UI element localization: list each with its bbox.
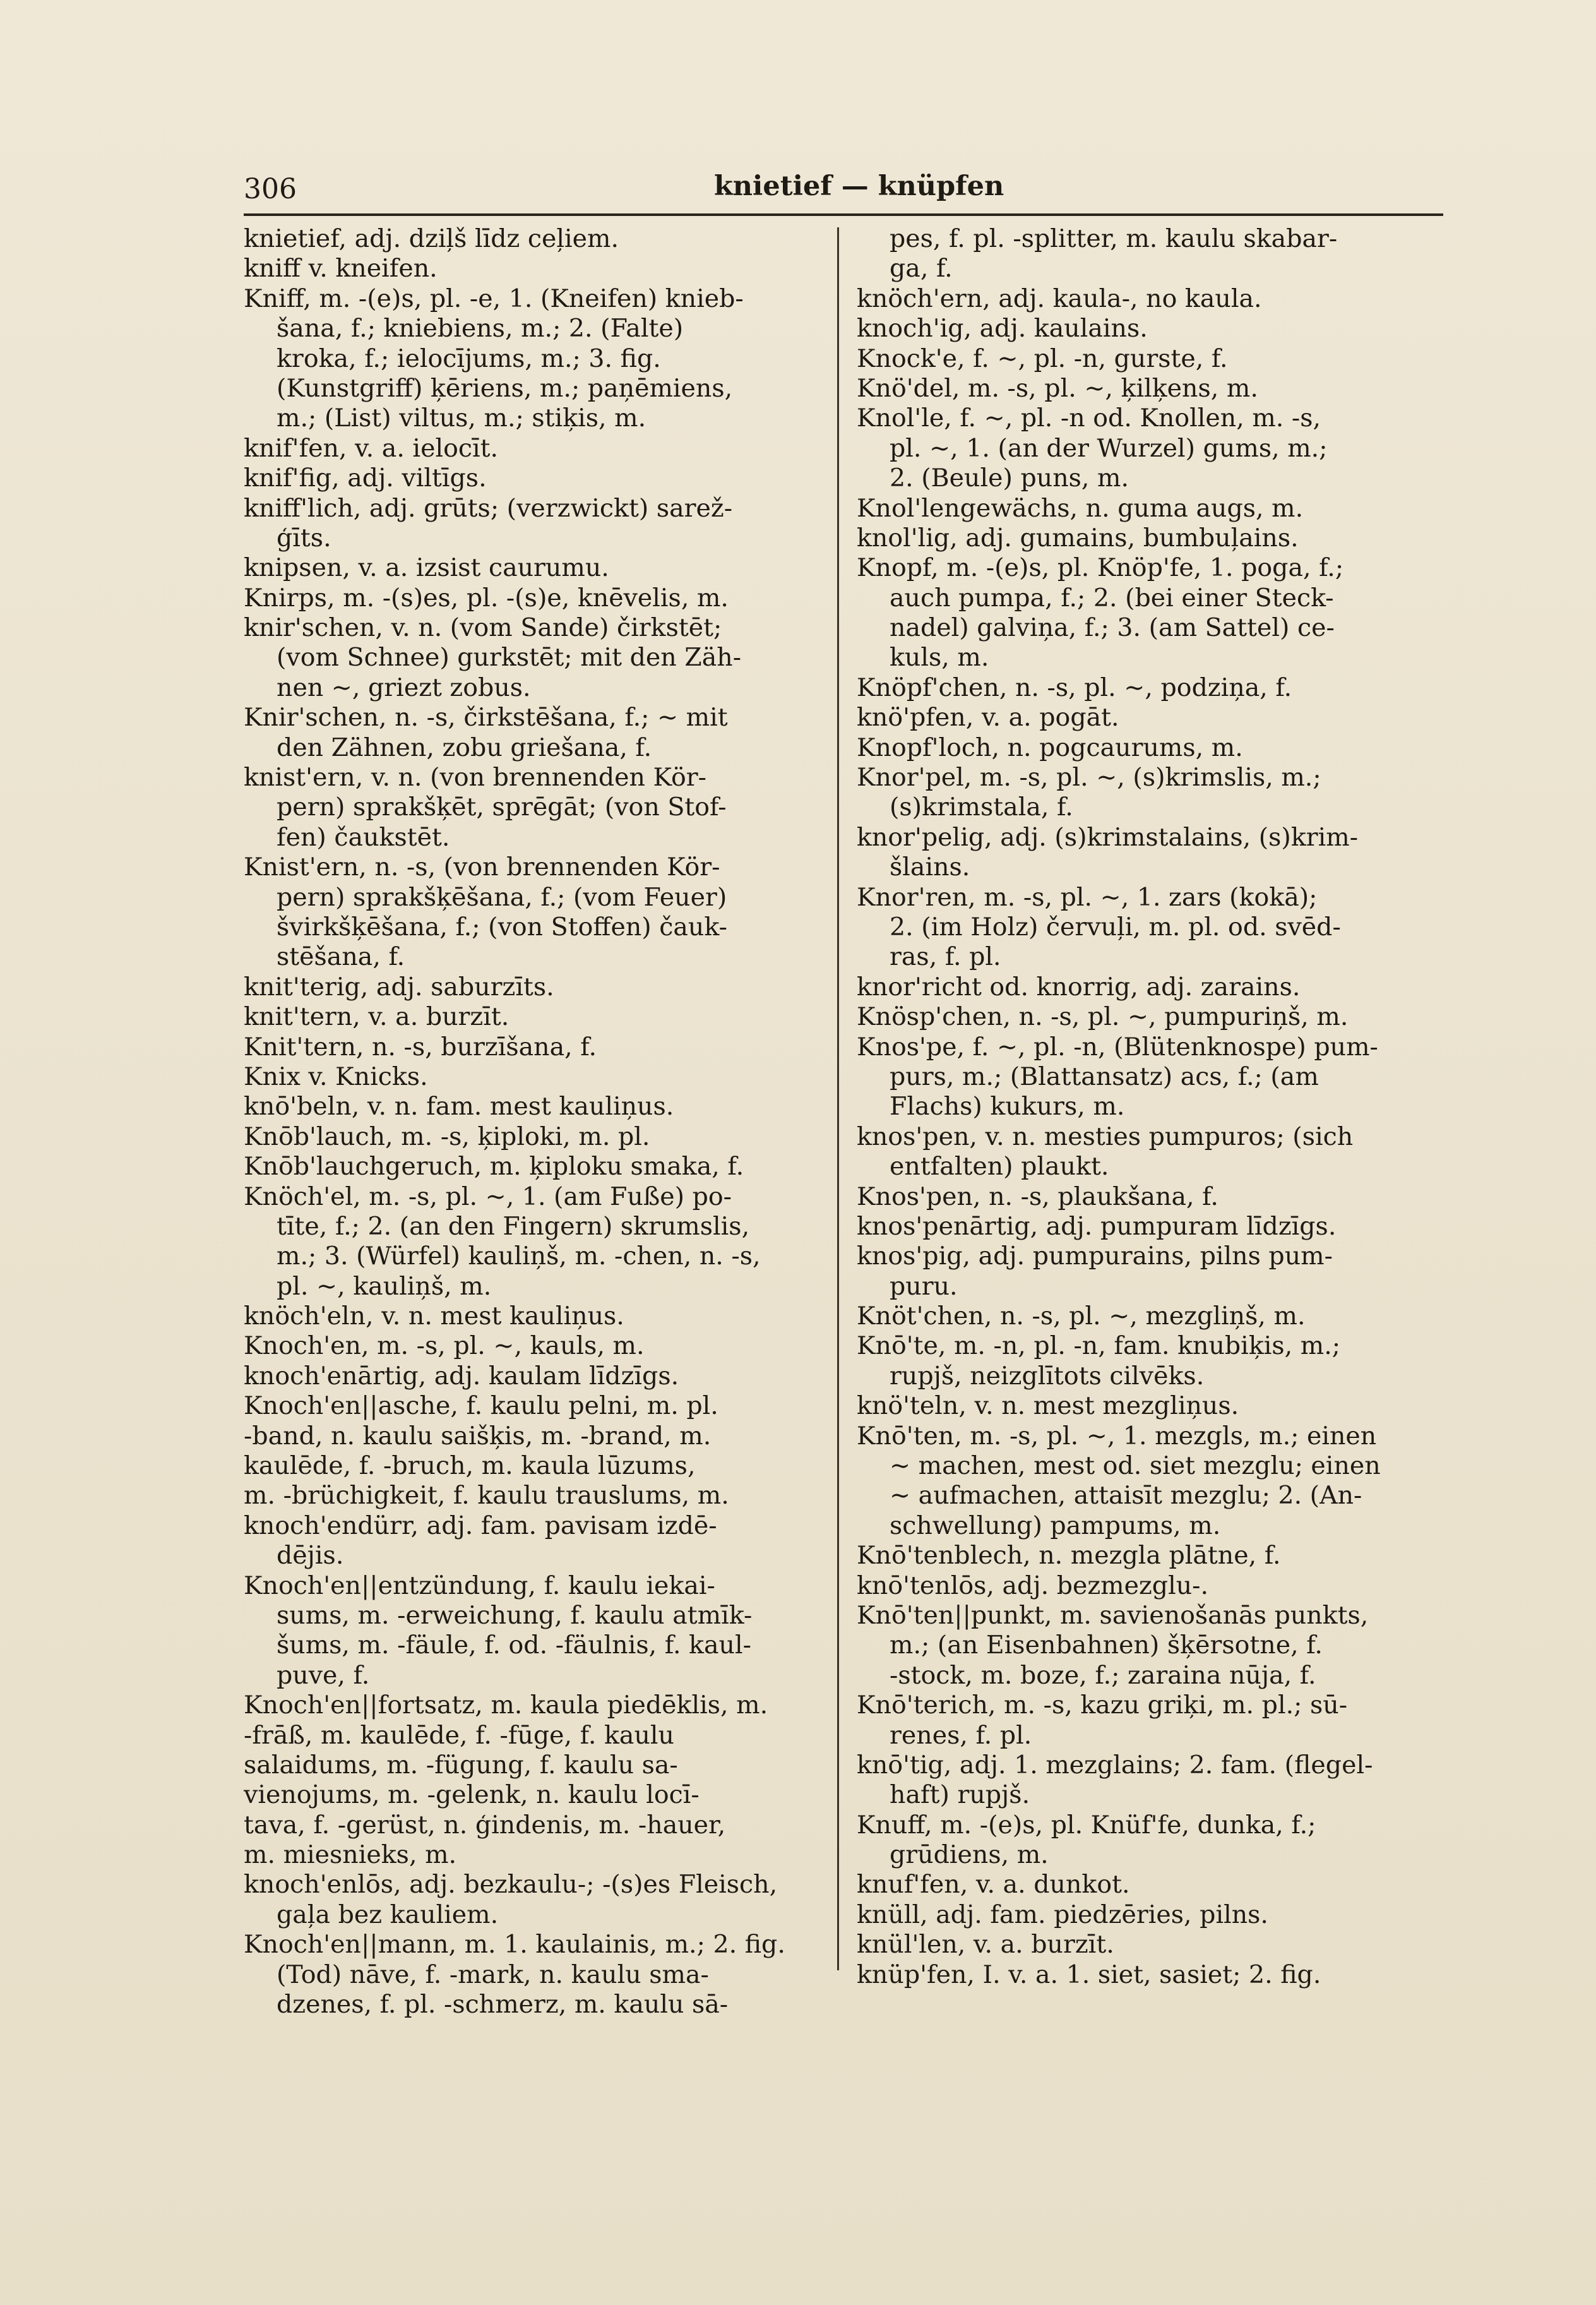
entry-line: knist'ern, v. n. (von brennenden Kör-: [244, 763, 706, 793]
entry-line: gaļa bez kauliem.: [277, 1900, 499, 1929]
entry-line: grūdiens, m.: [890, 1840, 1049, 1870]
entry-line: Flachs) kukurs, m.: [890, 1092, 1125, 1122]
entry-line: schwellung) pampums, m.: [890, 1511, 1221, 1540]
entry-line: -stock, m. boze, f.; zaraina nūja, f.: [890, 1660, 1316, 1690]
entry-line: knöch'eln, v. n. mest kauliņus.: [244, 1302, 624, 1331]
entry-line: (Tod) nāve, f. -mark, n. kaulu sma-: [277, 1960, 709, 1989]
entry-line: Knol'le, f. ~, pl. -n od. Knollen, m. -s,: [857, 404, 1321, 433]
entry-line: knöch'ern, adj. kaula-, no kaula.: [857, 284, 1262, 313]
entry-line: švirkšķēšana, f.; (von Stoffen) čauk-: [277, 912, 727, 942]
entry-line: pern) sprakšķēšana, f.; (vom Feuer): [277, 882, 727, 912]
entry-line: m.; (an Eisenbahnen) šķērsotne, f.: [890, 1631, 1323, 1660]
entry-line: rupjš, neizglītots cilvēks.: [890, 1361, 1205, 1391]
entry-line: salaidums, m. -fügung, f. kaulu sa-: [244, 1750, 678, 1780]
entry-line: Knos'pe, f. ~, pl. -n, (Blütenknospe) pum-: [857, 1032, 1378, 1062]
entry-line: šlains.: [890, 853, 970, 882]
entry-line: knō'beln, v. n. fam. mest kauliņus.: [244, 1092, 674, 1122]
entry-line: pl. ~, 1. (an der Wurzel) gums, m.;: [890, 433, 1328, 463]
entry-line: kroka, f.; ielocījums, m.; 3. fig.: [277, 344, 661, 373]
entry-line: knor'richt od. knorrig, adj. zarains.: [857, 972, 1301, 1002]
left-column: [244, 224, 837, 2020]
entry-line: dējis.: [277, 1541, 344, 1571]
page-header: [244, 165, 1443, 216]
entry-line: šana, f.; kniebiens, m.; 2. (Falte): [277, 314, 684, 344]
entry-line: knos'penārtig, adj. pumpuram līdzīgs.: [857, 1211, 1337, 1241]
entry-line: Knoch'en||mann, m. 1. kaulainis, m.; 2. fig.: [244, 1930, 785, 1960]
entry-line: knüp'fen, I. v. a. 1. siet, sasiet; 2. fig.: [857, 1960, 1321, 1989]
entry-line: Knoch'en||asche, f. kaulu pelni, m. pl.: [244, 1391, 718, 1421]
right-column: [857, 224, 1447, 1990]
entry-line: Knor'ren, m. -s, pl. ~, 1. zars (kokā);: [857, 882, 1318, 912]
entry-line: Knō'te, m. -n, pl. -n, fam. knubiķis, m.;: [857, 1331, 1341, 1361]
entry-line: ģīts.: [277, 523, 331, 553]
entry-line: dzenes, f. pl. -schmerz, m. kaulu sā-: [277, 1990, 729, 2020]
entry-line: ~ machen, mest od. siet mezglu; einen: [890, 1451, 1381, 1481]
entry-line: kaulēde, f. -bruch, m. kaula lūzums,: [244, 1451, 696, 1481]
entry-line: kuls, m.: [890, 643, 989, 673]
entry-line: knipsen, v. a. izsist caurumu.: [244, 553, 609, 583]
entry-line: Knir'schen, n. -s, čirkstēšana, f.; ~ mit: [244, 703, 728, 733]
entry-line: Knist'ern, n. -s, (von brennenden Kör-: [244, 853, 720, 882]
entry-line: pes, f. pl. -splitter, m. kaulu skabar-: [890, 224, 1338, 253]
column-divider: [837, 227, 839, 1970]
entry-line: Knö'del, m. -s, pl. ~, ķilķens, m.: [857, 373, 1258, 403]
entry-line: 2. (im Holz) červuļi, m. pl. od. svēd-: [890, 912, 1341, 942]
entry-line: Knopf'loch, n. pogcaurums, m.: [857, 733, 1243, 762]
entry-line: kniff'lich, adj. grūts; (verzwickt) sarež-: [244, 493, 733, 523]
entry-line: puru.: [890, 1271, 958, 1301]
entry-line: m.; 3. (Würfel) kauliņš, m. -chen, n. -s,: [277, 1242, 761, 1271]
entry-line: tava, f. -gerüst, n. ģindenis, m. -hauer,: [244, 1810, 726, 1840]
entry-line: Knoch'en, m. -s, pl. ~, kauls, m.: [244, 1331, 645, 1361]
entry-line: knit'terig, adj. saburzīts.: [244, 972, 554, 1002]
entry-line: m.; (List) viltus, m.; stiķis, m.: [277, 404, 646, 433]
entry-line: -frāß, m. kaulēde, f. -fūge, f. kaulu: [244, 1720, 674, 1750]
entry-line: (Kunstgriff) ķēriens, m.; paņēmiens,: [277, 373, 733, 403]
entry-line: entfalten) plaukt.: [890, 1152, 1109, 1182]
entry-line: knō'tig, adj. 1. mezglains; 2. fam. (flegel-: [857, 1750, 1373, 1780]
entry-line: ras, f. pl.: [890, 942, 1001, 972]
entry-line: knoch'enārtig, adj. kaulam līdzīgs.: [244, 1361, 679, 1391]
entry-line: Knix v. Knicks.: [244, 1062, 428, 1091]
entry-line: den Zähnen, zobu griešana, f.: [277, 733, 652, 762]
entry-line: knö'pfen, v. a. pogāt.: [857, 703, 1119, 733]
entry-line: knor'pelig, adj. (s)krimstalains, (s)krim-: [857, 822, 1359, 852]
entry-line: Knöch'el, m. -s, pl. ~, 1. (am Fuße) po-: [244, 1182, 732, 1211]
entry-line: knos'pen, v. n. mesties pumpuros; (sich: [857, 1122, 1354, 1151]
entry-line: -band, n. kaulu saišķis, m. -brand, m.: [244, 1421, 712, 1451]
entry-line: Knōb'lauchgeruch, m. ķiploku smaka, f.: [244, 1152, 744, 1182]
entry-line: pern) sprakšķēt, sprēgāt; (von Stof-: [277, 793, 727, 822]
entry-line: ga, f.: [890, 254, 953, 284]
entry-line: Kniff, m. -(e)s, pl. -e, 1. (Kneifen) knieb-: [244, 284, 744, 313]
entry-line: vienojums, m. -gelenk, n. kaulu locī-: [244, 1780, 700, 1810]
entry-line: stēšana, f.: [277, 942, 405, 972]
entry-line: purs, m.; (Blattansatz) acs, f.; (am: [890, 1062, 1319, 1091]
entry-line: knō'tenlōs, adj. bezmezglu-.: [857, 1571, 1209, 1600]
entry-line: Knöpf'chen, n. -s, pl. ~, podziņa, f.: [857, 673, 1292, 702]
entry-line: Knō'terich, m. -s, kazu griķi, m. pl.; sū-: [857, 1691, 1348, 1720]
entry-line: Knō'ten, m. -s, pl. ~, 1. mezgls, m.; einen: [857, 1421, 1377, 1451]
entry-line: knit'tern, v. a. burzīt.: [244, 1002, 509, 1032]
entry-line: šums, m. -fäule, f. od. -fäulnis, f. kaul-: [277, 1631, 751, 1660]
running-head: knietief — knüpfen: [714, 171, 1004, 202]
entry-line: knif'fen, v. a. ielocīt.: [244, 433, 499, 463]
entry-line: Knōb'lauch, m. -s, ķiploki, m. pl.: [244, 1122, 650, 1151]
entry-line: pl. ~, kauliņš, m.: [277, 1271, 492, 1301]
entry-line: m. -brüchigkeit, f. kaulu trauslums, m.: [244, 1481, 729, 1511]
entry-line: knol'lig, adj. gumains, bumbuļains.: [857, 523, 1299, 553]
entry-line: fen) čaukstēt.: [277, 822, 450, 852]
entry-line: puve, f.: [277, 1660, 370, 1690]
entry-line: Knos'pen, n. -s, plaukšana, f.: [857, 1182, 1218, 1211]
entry-line: Knor'pel, m. -s, pl. ~, (s)krimslis, m.;: [857, 763, 1321, 793]
entry-line: knö'teln, v. n. mest mezgliņus.: [857, 1391, 1239, 1421]
entry-line: Knit'tern, n. -s, burzīšana, f.: [244, 1032, 597, 1062]
entry-line: (s)krimstala, f.: [890, 793, 1073, 822]
entry-line: knoch'ig, adj. kaulains.: [857, 314, 1148, 344]
entry-line: sums, m. -erweichung, f. kaulu atmīk-: [277, 1600, 753, 1630]
entry-line: Knirps, m. -(s)es, pl. -(s)e, knēvelis, m.: [244, 583, 729, 613]
entry-line: m. miesnieks, m.: [244, 1840, 457, 1870]
entry-line: nen ~, griezt zobus.: [277, 673, 531, 702]
entry-line: knoch'enlōs, adj. bezkaulu-; -(s)es Fleisch,: [244, 1870, 778, 1900]
entry-line: 2. (Beule) puns, m.: [890, 464, 1129, 493]
entry-line: knoch'endürr, adj. fam. pavisam izdē-: [244, 1511, 717, 1540]
entry-line: knietief, adj. dziļš līdz ceļiem.: [244, 224, 619, 253]
entry-line: Knoch'en||entzündung, f. kaulu iekai-: [244, 1571, 715, 1600]
entry-line: tīte, f.; 2. (an den Fingern) skrumslis,: [277, 1211, 750, 1241]
entry-line: Knō'tenblech, n. mezgla plātne, f.: [857, 1541, 1281, 1571]
entry-line: Knoch'en||fortsatz, m. kaula piedēklis, m.: [244, 1691, 768, 1720]
entry-line: knül'len, v. a. burzīt.: [857, 1930, 1114, 1960]
entry-line: knüll, adj. fam. piedzēries, pilns.: [857, 1900, 1268, 1929]
entry-line: Knock'e, f. ~, pl. -n, gurste, f.: [857, 344, 1228, 373]
entry-line: (vom Schnee) gurkstēt; mit den Zäh-: [277, 643, 742, 673]
page-number: 306: [244, 173, 297, 205]
entry-line: ~ aufmachen, attaisīt mezglu; 2. (An-: [890, 1481, 1362, 1511]
entry-line: Knopf, m. -(e)s, pl. Knöp'fe, 1. poga, f.;: [857, 553, 1344, 583]
entry-line: knos'pig, adj. pumpurains, pilns pum-: [857, 1242, 1333, 1271]
entry-line: nadel) galviņa, f.; 3. (am Sattel) ce-: [890, 613, 1335, 643]
entry-line: haft) rupjš.: [890, 1780, 1030, 1810]
entry-line: Knuff, m. -(e)s, pl. Knüf'fe, dunka, f.;: [857, 1810, 1316, 1840]
entry-line: auch pumpa, f.; 2. (bei einer Steck-: [890, 583, 1334, 613]
entry-line: Knöt'chen, n. -s, pl. ~, mezgliņš, m.: [857, 1302, 1306, 1331]
entry-line: kniff v. kneifen.: [244, 254, 438, 284]
entry-line: Knösp'chen, n. -s, pl. ~, pumpuriņš, m.: [857, 1002, 1349, 1032]
entry-line: knir'schen, v. n. (vom Sande) čirkstēt;: [244, 613, 722, 643]
entry-line: Knō'ten||punkt, m. savienošanās punkts,: [857, 1600, 1369, 1630]
header-rule: [244, 213, 1443, 216]
entry-line: Knol'lengewächs, n. guma augs, m.: [857, 493, 1304, 523]
entry-line: knuf'fen, v. a. dunkot.: [857, 1870, 1130, 1900]
entry-line: renes, f. pl.: [890, 1720, 1032, 1750]
entry-line: knif'fig, adj. viltīgs.: [244, 464, 487, 493]
